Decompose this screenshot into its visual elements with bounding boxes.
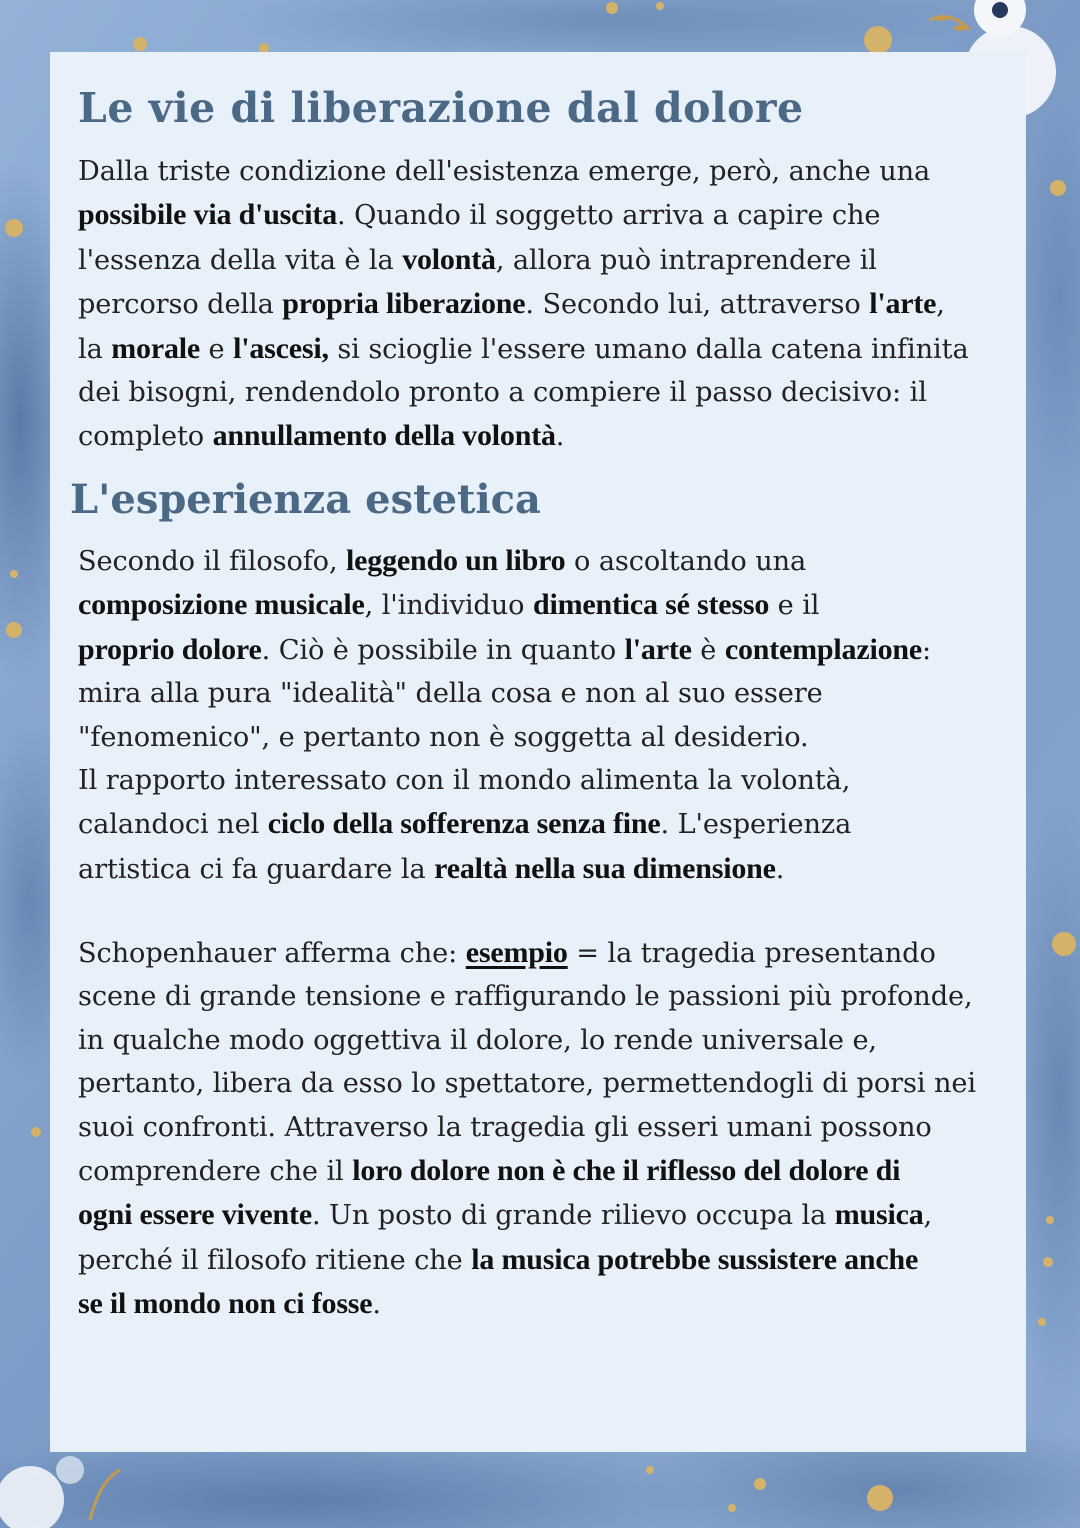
- text-run: .: [555, 421, 565, 453]
- text-run: ,: [936, 289, 945, 321]
- text-run: e il: [769, 590, 820, 622]
- text-run: artistica ci fa guardare la: [78, 853, 435, 885]
- text-run: = la tragedia presentando: [567, 938, 936, 969]
- bold-phrase: proprio dolore: [78, 632, 262, 666]
- bold-phrase: esempio: [465, 936, 568, 969]
- text-run: . Un posto di grande rilievo occupa la: [311, 1200, 835, 1232]
- paragraph-tragedia-musica: [78, 931, 1018, 1327]
- bold-phrase: morale: [111, 331, 201, 365]
- text-line: [78, 1149, 1018, 1193]
- text-run: , l'individuo: [364, 590, 533, 622]
- text-run: la: [78, 333, 112, 365]
- paragraph-liberazione: [78, 150, 1018, 459]
- text-run: . Quando il soggetto arriva a capire che: [337, 200, 881, 232]
- bold-phrase: se il mondo non ci fosse: [78, 1287, 373, 1321]
- text-line: [78, 327, 1018, 371]
- text-run: è: [691, 634, 725, 666]
- text-line: [78, 1282, 1018, 1326]
- bold-phrase: ciclo della sofferenza senza fine: [267, 807, 661, 841]
- bold-phrase: l'ascesi,: [233, 331, 329, 365]
- text-run: mira alla pura "idealità" della cosa e non al suo essere: [78, 678, 823, 710]
- text-line: [78, 975, 1018, 1018]
- text-run: pertanto, libera da esso lo spettatore, permettendogli di porsi nei: [78, 1068, 976, 1100]
- text-line: [78, 716, 1018, 759]
- text-run: Il rapporto interessato con il mondo alimenta la volontà,: [78, 765, 851, 797]
- content-card: [50, 52, 1026, 1452]
- text-run: e: [200, 333, 234, 365]
- paragraph-esperienza-estetica: [78, 539, 1018, 891]
- section-title-esperienza-estetica: L'esperienza estetica: [70, 476, 541, 523]
- text-line: [78, 238, 1018, 282]
- text-run: Schopenhauer afferma che:: [78, 938, 466, 969]
- bold-phrase: l'arte: [624, 632, 692, 666]
- bold-phrase: propria liberazione: [282, 287, 526, 321]
- bold-phrase: ogni essere vivente: [78, 1198, 312, 1232]
- text-run: completo: [78, 421, 213, 453]
- text-line: [78, 150, 1018, 193]
- text-run: .: [372, 1289, 381, 1321]
- text-run: ,: [923, 1200, 933, 1232]
- text-line: [78, 371, 1018, 414]
- text-line: [78, 1019, 1018, 1062]
- text-run: Dalla triste condizione dell'esistenza emerge, però, anche una: [78, 156, 931, 187]
- text-run: Secondo il filosofo,: [78, 546, 347, 577]
- section-title-liberazione: Le vie di liberazione dal dolore: [78, 84, 804, 132]
- text-line: [78, 414, 1018, 458]
- text-run: suoi confronti. Attraverso la tragedia gli esseri umani possono: [78, 1111, 932, 1143]
- text-line: [78, 628, 1018, 672]
- text-run: calandoci nel: [78, 809, 268, 841]
- text-line: [78, 759, 1018, 802]
- text-run: .: [775, 853, 785, 885]
- text-run: dei bisogni, rendendolo pronto a compiere il passo decisivo: il: [78, 377, 927, 409]
- text-run: . L'esperienza: [660, 809, 852, 841]
- text-run: comprendere che il: [78, 1156, 353, 1188]
- text-run: l'essenza della vita è la: [78, 244, 403, 276]
- text-run: scene di grande tensione e raffigurando le passioni più profonde,: [78, 981, 973, 1013]
- text-run: o ascoltando una: [565, 546, 807, 577]
- bold-phrase: possibile via d'uscita: [78, 198, 337, 232]
- text-run: "fenomenico", e pertanto non è soggetta al desiderio.: [78, 721, 809, 753]
- text-run: percorso della: [78, 289, 283, 321]
- text-run: :: [922, 634, 932, 666]
- text-run: perché il filosofo ritiene che: [78, 1244, 472, 1276]
- bold-phrase: volontà: [402, 242, 496, 276]
- bold-phrase: annullamento della volontà: [212, 419, 556, 453]
- bold-phrase: l'arte: [869, 287, 937, 321]
- text-line: [78, 193, 1018, 237]
- text-line: [78, 1106, 1018, 1149]
- bold-phrase: leggendo un libro: [346, 544, 566, 577]
- text-run: . Ciò è possibile in quanto: [261, 634, 625, 666]
- text-line: [78, 672, 1018, 715]
- text-line: [78, 802, 1018, 846]
- text-line: [78, 282, 1018, 326]
- text-line: [78, 847, 1018, 891]
- bold-phrase: loro dolore non è che il riflesso del dolore di: [352, 1154, 901, 1188]
- bold-phrase: la musica potrebbe sussistere anche: [471, 1242, 919, 1276]
- bold-phrase: musica: [834, 1198, 924, 1232]
- bold-phrase: dimentica sé stesso: [532, 588, 770, 622]
- bold-phrase: realtà nella sua dimensione: [434, 851, 776, 885]
- text-line: [78, 539, 1018, 583]
- text-run: in qualche modo oggettiva il dolore, lo rende universale e,: [78, 1024, 877, 1056]
- text-line: [78, 1238, 1018, 1282]
- text-line: [78, 1193, 1018, 1237]
- text-run: si scioglie l'essere umano dalla catena infinita: [328, 333, 969, 365]
- text-line: [78, 1062, 1018, 1105]
- text-line: [78, 931, 1018, 975]
- text-run: . Secondo lui, attraverso: [525, 289, 870, 321]
- text-line: [78, 583, 1018, 627]
- text-run: , allora può intraprendere il: [495, 244, 877, 276]
- bold-phrase: composizione musicale: [78, 588, 365, 622]
- bold-phrase: contemplazione: [724, 632, 922, 666]
